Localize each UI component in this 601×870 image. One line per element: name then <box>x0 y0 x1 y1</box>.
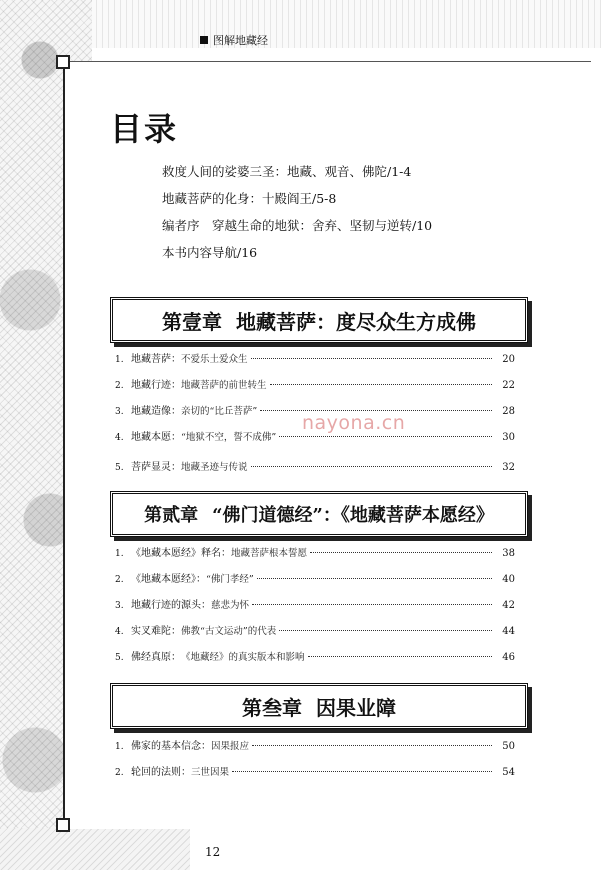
toc-entry[interactable] <box>115 570 515 596</box>
running-header <box>200 32 268 48</box>
intro-list <box>162 162 432 270</box>
entry-subtitle: 亲切的“比丘菩萨” <box>181 406 258 417</box>
toc-entry[interactable] <box>115 376 515 402</box>
entry-index: 3. <box>115 601 124 611</box>
toc-title: 目录 <box>110 110 179 148</box>
entry-title: 地藏本愿： <box>131 432 181 443</box>
entry-subtitle: 地藏圣迹与传说 <box>181 462 248 473</box>
entry-index: 2. <box>115 381 124 391</box>
square-bullet-icon <box>200 36 208 44</box>
chapter-number: 第叁章 <box>242 695 302 720</box>
entry-subtitle: “佛门孝经” <box>206 574 254 585</box>
entry-subtitle: 因果报应 <box>211 741 250 752</box>
entry-title: 地藏菩萨： <box>131 354 181 365</box>
entry-title: 实叉难陀： <box>131 626 181 637</box>
entry-index: 1. <box>115 742 124 752</box>
intro-item[interactable]: 地藏菩萨的化身：十殿阎王/5-8 <box>162 191 337 206</box>
toc-entry[interactable] <box>115 458 515 484</box>
chapter-title: 因果业障 <box>316 695 396 720</box>
entry-page: 22 <box>502 380 515 391</box>
entry-page: 46 <box>502 652 515 663</box>
page-number: 12 <box>205 845 221 859</box>
entry-title: 地藏行迹的源头： <box>131 600 211 611</box>
bottom-margin <box>0 828 601 870</box>
leader-dots <box>260 410 492 411</box>
toc-entry[interactable] <box>115 763 515 789</box>
entry-index: 4. <box>115 627 124 637</box>
chapter-number: 第壹章 <box>162 309 222 334</box>
chapter-heading-1[interactable] <box>110 297 528 343</box>
leader-dots <box>270 384 492 385</box>
toc-entry[interactable] <box>115 350 515 376</box>
entry-page: 20 <box>502 354 515 365</box>
entry-subtitle: 慈悲为怀 <box>211 600 250 611</box>
entry-subtitle: 不爱乐土爱众生 <box>181 354 248 365</box>
entry-page: 38 <box>502 548 515 559</box>
entry-page: 42 <box>502 600 515 611</box>
entry-page: 30 <box>502 432 515 443</box>
entry-subtitle: 地藏菩萨的前世转生 <box>181 380 267 391</box>
toc-entry[interactable] <box>115 648 515 674</box>
leader-dots <box>251 358 492 359</box>
chapter-number: 第贰章 <box>144 505 199 526</box>
entry-index: 1. <box>115 355 124 365</box>
chapter-heading-3[interactable] <box>110 683 528 729</box>
entry-subtitle: “地狱不空，誓不成佛” <box>181 432 277 443</box>
entry-index: 5. <box>115 463 124 473</box>
intro-item[interactable]: 编者序 穿越生命的地狱：舍弃、坚韧与逆转/10 <box>162 218 433 233</box>
leader-dots <box>279 630 492 631</box>
entry-title: 轮回的法则： <box>131 767 191 778</box>
leader-dots <box>279 436 492 437</box>
entry-index: 1. <box>115 549 124 559</box>
leader-dots <box>252 745 492 746</box>
entry-title: 《地藏本愿经》： <box>131 574 206 585</box>
entry-title: 佛经真原： <box>131 652 181 663</box>
chapter-3-entries <box>115 737 515 789</box>
chapter-heading-2[interactable] <box>110 491 528 537</box>
entry-subtitle: 地藏菩萨根本誓愿 <box>231 548 308 559</box>
toc-entry[interactable] <box>115 596 515 622</box>
entry-page: 32 <box>502 462 515 473</box>
intro-item[interactable]: 本书内容导航/16 <box>162 245 258 260</box>
chapter-title: 地藏菩萨：度尽众生方成佛 <box>236 309 476 334</box>
entry-page: 54 <box>502 767 515 778</box>
leader-dots <box>310 552 492 553</box>
entry-title: 佛家的基本信念： <box>131 741 211 752</box>
entry-title: 《地藏本愿经》释名： <box>131 548 231 559</box>
entry-title: 地藏行迹： <box>131 380 181 391</box>
entry-index: 3. <box>115 407 124 417</box>
entry-page: 40 <box>502 574 515 585</box>
leader-dots <box>257 578 492 579</box>
frame-corner-top <box>56 55 70 69</box>
entry-index: 2. <box>115 575 124 585</box>
leader-dots <box>251 466 492 467</box>
watermark: nayona.cn <box>302 412 406 434</box>
leader-dots <box>252 604 492 605</box>
entry-title: 地藏造像： <box>131 406 181 417</box>
chapter-2-entries <box>115 544 515 674</box>
entry-page: 50 <box>502 741 515 752</box>
frame-corner-bottom <box>56 818 70 832</box>
bottom-decorative-strip <box>0 828 190 870</box>
leader-dots <box>308 656 492 657</box>
toc-entry[interactable] <box>115 622 515 648</box>
entry-index: 5. <box>115 653 124 663</box>
chapter-title: “佛门道德经”：《地藏菩萨本愿经》 <box>212 505 494 526</box>
entry-index: 4. <box>115 433 124 443</box>
entry-subtitle: 《地藏经》的真实版本和影响 <box>181 652 305 663</box>
entry-subtitle: 三世因果 <box>191 767 230 778</box>
intro-item[interactable]: 救度人间的娑婆三圣：地藏、观音、佛陀/1-4 <box>162 164 412 179</box>
toc-entry[interactable] <box>115 737 515 763</box>
running-header-text: 图解地藏经 <box>213 34 268 47</box>
entry-subtitle: 佛教“古文运动”的代表 <box>181 626 277 637</box>
leader-dots <box>232 771 492 772</box>
entry-page: 28 <box>502 406 515 417</box>
entry-page: 44 <box>502 626 515 637</box>
entry-title: 菩萨显灵： <box>131 462 181 473</box>
toc-entry[interactable] <box>115 544 515 570</box>
entry-index: 2. <box>115 768 124 778</box>
